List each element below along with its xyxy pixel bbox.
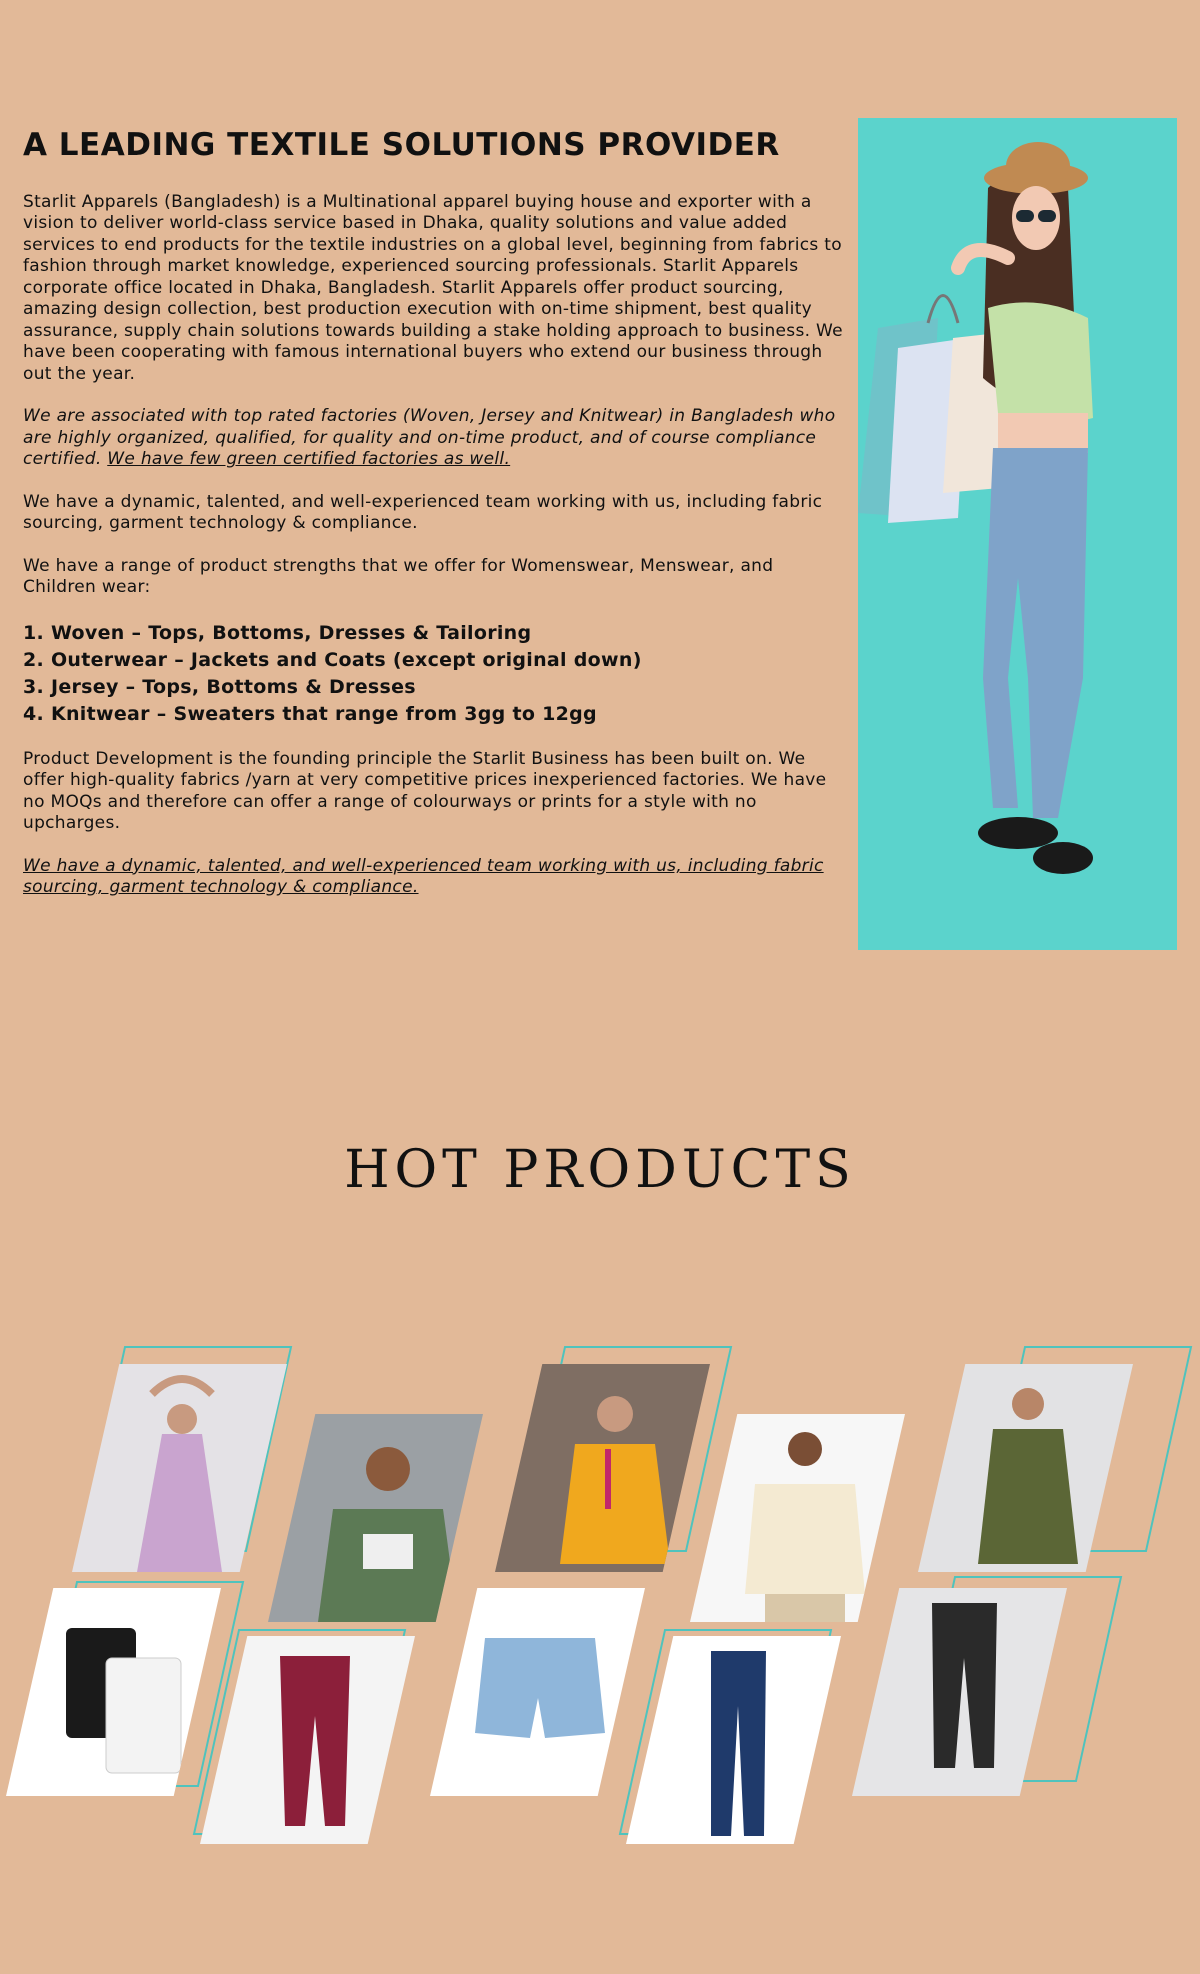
strength-item: 2. Outerwear – Jackets and Coats (except original down) — [23, 648, 642, 671]
product-jeans-tile[interactable] — [626, 1636, 841, 1844]
strength-item: 3. Jersey – Tops, Bottoms & Dresses — [23, 675, 416, 698]
factories-text: We are associated with top rated factories (Woven, Jersey and Knitwear) in Bangladesh who are highly organized, qualified, for quality and on-time product, and of course compliance certified. — [23, 406, 836, 470]
strength-item: 4. Knitwear – Sweaters that range from 3gg to 12gg — [23, 702, 597, 725]
product-strengths-list — [23, 620, 843, 728]
product-sweater-tile[interactable] — [690, 1414, 905, 1622]
team-paragraph: We have a dynamic, talented, and well-experienced team working with us, including fabric sourcing, garment technology & compliance. — [23, 491, 823, 534]
range-paragraph: We have a range of product strengths that we offer for Womenswear, Menswear, and Children wear: — [23, 555, 774, 598]
product-kurti-tile[interactable] — [495, 1364, 710, 1572]
development-paragraph: Product Development is the founding principle the Starlit Business has been built on. We offer high-quality fabrics /yarn at very competitive prices inexperienced factories. We have no MOQs and therefore can offer a range of colourways or prints for a style with no upcharges. — [23, 748, 827, 834]
intro-paragraph: Starlit Apparels (Bangladesh) is a Multinational apparel buying house and exporter with a vision to deliver world-class service based in Dhaka, quality solutions and value added services to end products for the textile industries on a global level, beginning from fabrics to fashion through market knowledge, experienced sourcing professionals. Starlit Apparels corporate office located in Dhaka, Bangladesh. Starlit Apparels offer product sourcing, amazing design collection, best production execution with on-time shipment, best quality assurance, supply chain solutions towards building a stake holding approach to business. We have been cooperating with famous international buyers who extend our business through out the year. — [23, 191, 843, 384]
shopping-woman-illustration — [858, 118, 1177, 950]
shorts-icon — [430, 1588, 645, 1796]
factories-paragraph — [23, 406, 843, 471]
hero-shopping-woman-image — [858, 118, 1177, 950]
green-factories-link[interactable]: We have few green certified factories as well. — [107, 449, 511, 470]
product-tshirt-tile[interactable] — [268, 1414, 483, 1622]
camisole-icon — [6, 1588, 221, 1796]
top-icon — [495, 1364, 710, 1572]
hot-products-gallery — [0, 1350, 1200, 1860]
joggers-icon — [200, 1636, 415, 1844]
sweater-icon — [690, 1414, 905, 1622]
product-shorts-tile[interactable] — [430, 1588, 645, 1796]
dress-icon — [72, 1364, 287, 1572]
product-jacket-tile[interactable] — [918, 1364, 1133, 1572]
team-link[interactable]: We have a dynamic, talented, and well-experienced team working with us, including fabric sourcing, garment technology & compliance. — [23, 855, 824, 898]
team-link-paragraph — [23, 856, 843, 899]
sweatpants-icon — [852, 1588, 1067, 1796]
product-dress-tile[interactable] — [72, 1364, 287, 1572]
product-sweatpants-tile[interactable] — [852, 1588, 1067, 1796]
product-joggers-tile[interactable] — [200, 1636, 415, 1844]
jacket-icon — [918, 1364, 1133, 1572]
about-heading: A LEADING TEXTILE SOLUTIONS PROVIDER — [23, 127, 780, 163]
strength-item: 1. Woven – Tops, Bottoms, Dresses & Tailoring — [23, 621, 532, 644]
jeans-icon — [626, 1636, 841, 1844]
about-section — [23, 128, 843, 920]
product-camisole-tile[interactable] — [6, 1588, 221, 1796]
tshirt-icon — [268, 1414, 483, 1622]
hot-products-title: HOT PRODUCTS — [344, 1140, 856, 1200]
